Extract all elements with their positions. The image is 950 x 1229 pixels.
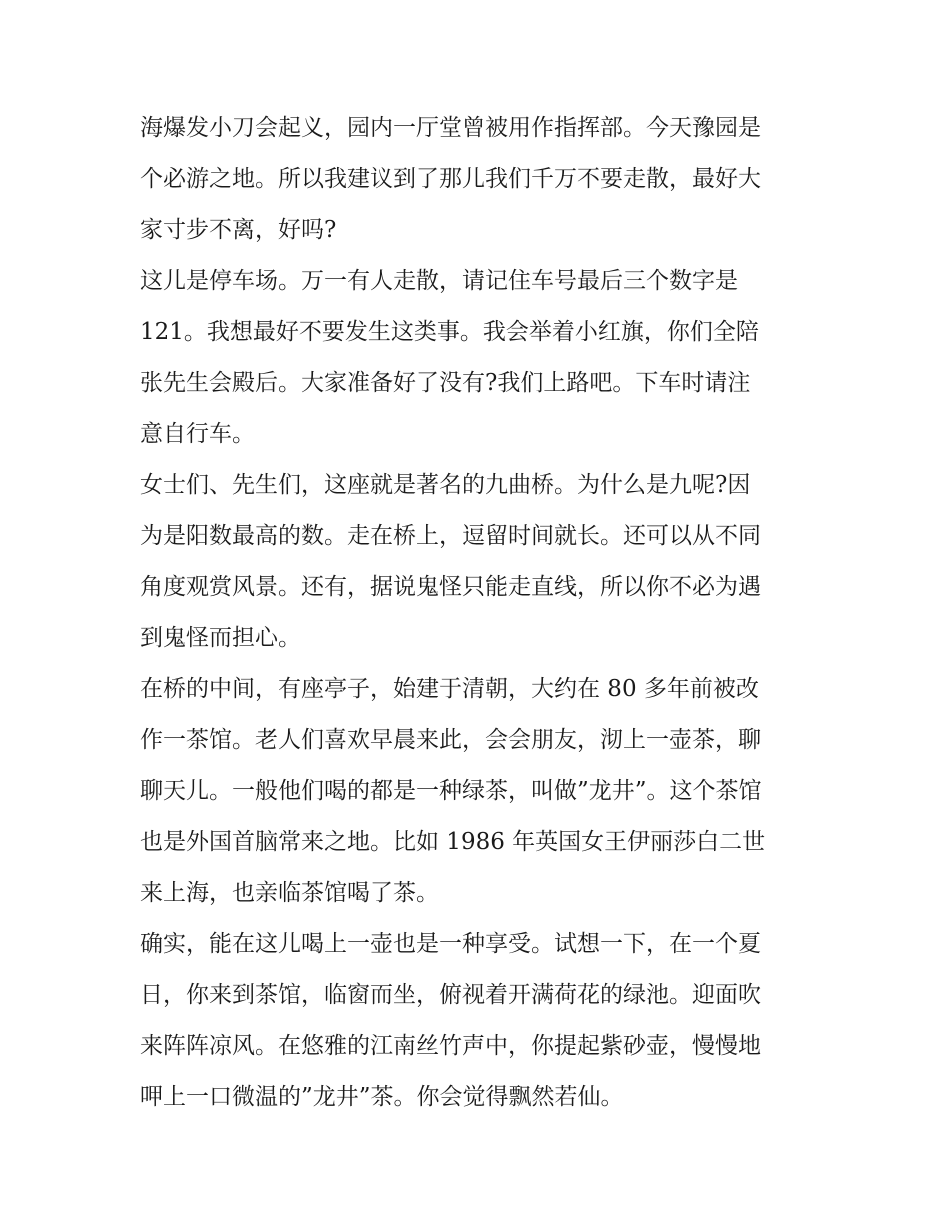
text-line: 女士们、先生们，这座就是著名的九曲桥。为什么是九呢?因 xyxy=(140,472,751,498)
paragraph-parking xyxy=(140,256,812,460)
text-line: 日，你来到茶馆，临窗而坐，俯视着开满荷花的绿池。迎面吹 xyxy=(140,982,761,1008)
text-line: 聊天儿。一般他们喝的都是一种绿茶，叫做”龙井”。这个茶馆 xyxy=(140,778,762,804)
paragraph-yuyuan xyxy=(140,103,812,256)
text-line: 家寸步不离，好吗? xyxy=(140,217,337,243)
paragraph-zigzag-bridge xyxy=(140,460,812,664)
text-line: 确实，能在这儿喝上一壶也是一种享受。试想一下，在一个夏 xyxy=(140,931,761,957)
paragraph-tea-enjoyment xyxy=(140,919,812,1123)
text-line: 角度观赏风景。还有，据说鬼怪只能走直线，所以你不必为遇 xyxy=(140,574,761,600)
text-line: 到鬼怪而担心。 xyxy=(140,625,301,651)
text-line: 意自行车。 xyxy=(140,421,255,447)
text-line: 张先生会殿后。大家准备好了没有?我们上路吧。下车时请注 xyxy=(140,370,751,396)
text-line: 来上海，也亲临茶馆喝了茶。 xyxy=(140,880,439,906)
text-line: 在桥的中间，有座亭子，始建于清朝，大约在 80 多年前被改 xyxy=(140,676,759,702)
text-line: 呷上一口微温的”龙井”茶。你会觉得飘然若仙。 xyxy=(140,1084,624,1110)
text-line: 为是阳数最高的数。走在桥上，逗留时间就长。还可以从不同 xyxy=(140,523,761,549)
text-line: 来阵阵凉风。在悠雅的江南丝竹声中，你提起紫砂壶，慢慢地 xyxy=(140,1033,761,1059)
text-line: 121。我想最好不要发生这类事。我会举着小红旗，你们全陪 xyxy=(140,319,759,345)
text-line: 个必游之地。所以我建议到了那儿我们千万不要走散，最好大 xyxy=(140,166,761,192)
text-line: 海爆发小刀会起义，园内一厅堂曾被用作指挥部。今天豫园是 xyxy=(140,115,761,141)
text-line: 也是外国首脑常来之地。比如 1986 年英国女王伊丽莎白二世 xyxy=(140,829,766,855)
paragraph-teahouse xyxy=(140,664,812,919)
document-body xyxy=(140,103,812,1123)
text-line: 这儿是停车场。万一有人走散，请记住车号最后三个数字是 xyxy=(140,268,738,294)
text-line: 作一茶馆。老人们喜欢早晨来此，会会朋友，沏上一壶茶，聊 xyxy=(140,727,761,753)
